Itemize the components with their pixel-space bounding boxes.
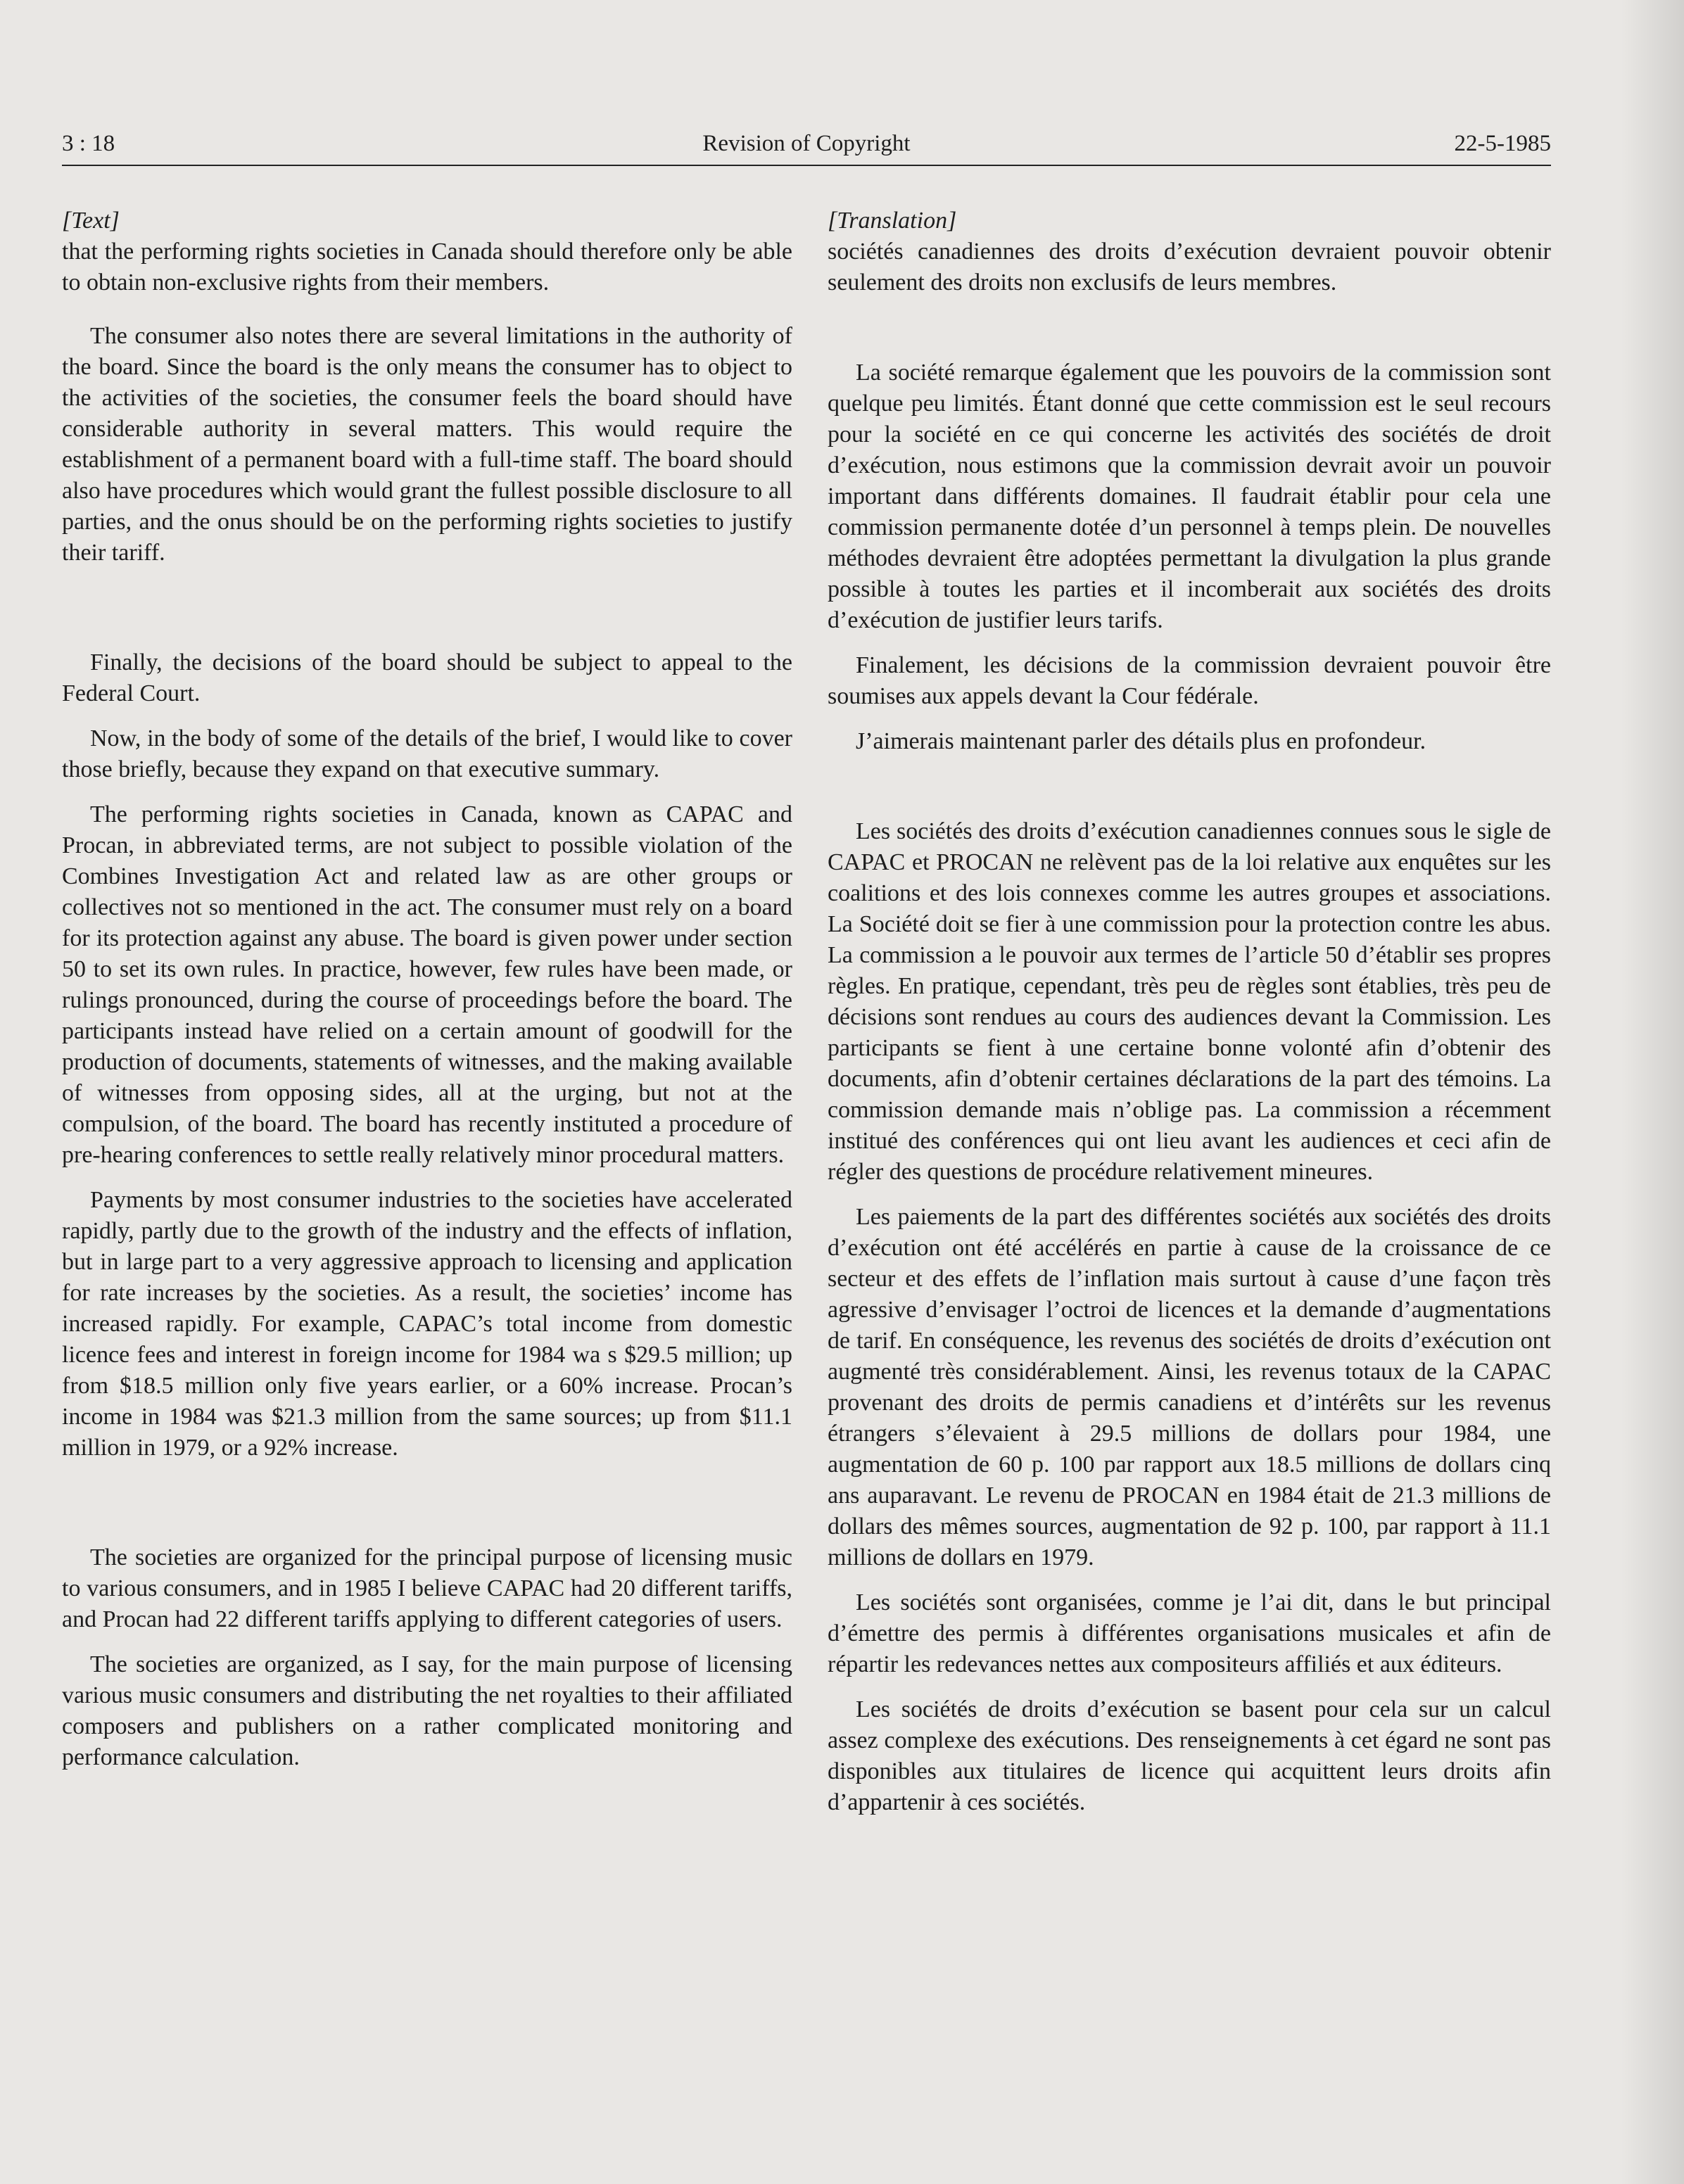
translation-label: [Translation] [828, 208, 957, 234]
page-header [62, 131, 1551, 166]
paragraph: The societies are organized, as I say, for the main purpose of licensing various music consumers and distributing the net royalties to their affiliated composers and publishers on a rather complicated monitoring and performance calculation. [62, 1651, 792, 1770]
text-label: [Text] [62, 208, 120, 234]
paragraph: The consumer also notes there are several limitations in the authority of the board. Since the board is the only means the consumer has to object to the activities of the societies, the consumer feels the board should have considerable authority in several matters. This would require the establishment of a permanent board with a full-time staff. The board should also have procedures which would grant the fullest possible disclosure to all parties, and the onus should be on the performing rights societies to justify their tariff. [62, 323, 792, 566]
header-title: Revision of Copyright [702, 131, 911, 156]
paragraph: Finalement, les décisions de la commission devraient pouvoir être soumises aux appels devant la Cour fédérale. [828, 652, 1551, 709]
paragraph: Les sociétés sont organisées, comme je l’ai dit, dans le but principal d’émettre des permis à différentes organisations musicales et afin de répartir les redevances nettes aux compositeurs affiliés et aux éditeurs. [828, 1589, 1551, 1677]
paragraph: The societies are organized for the principal purpose of licensing music to various consumers, and in 1985 I believe CAPAC had 20 different tariffs, and Procan had 22 different tariffs applying to different categories of users. [62, 1544, 792, 1632]
paragraph: Les paiements de la part des différentes sociétés aux sociétés des droits d’exécution ont été accélérés en partie à cause de la croissance de ce secteur et des effets de l’inflation mais surtout à cause d’une façon très agressive d’envisager l’octroi de licences et la demande d’augmentations de tarif. En conséquence, les revenus des sociétés de droits d’exécution ont augmenté très considérablement. Ainsi, les revenus totaux de la CAPAC provenant des droits de permis canadiens et d’intérêts sur les revenus étrangers s’élevaient à 29.5 millions de dollars pour 1984, une augmentation de 60 p. 100 par rapport aux 18.5 millions de dollars cinq ans auparavant. Le revenu de PROCAN en 1984 était de 21.3 millions de dollars des mêmes sources, augmentation de 92 p. 100, par rapport à 11.1 millions de dollars en 1979. [828, 1204, 1551, 1570]
paragraph: Now, in the body of some of the details of the brief, I would like to cover those briefly, because they expand on that executive summary. [62, 725, 792, 782]
paragraph: J’aimerais maintenant parler des détails plus en profondeur. [856, 728, 1426, 754]
paragraph: that the performing rights societies in Canada should therefore only be able to obtain non-exclusive rights from their members. [62, 239, 792, 296]
paragraph: sociétés canadiennes des droits d’exécution devraient pouvoir obtenir seulement des droits non exclusifs de leurs membres. [828, 239, 1551, 296]
english-text-column [62, 205, 792, 1787]
paragraph: Finally, the decisions of the board should be subject to appeal to the Federal Court. [62, 649, 792, 706]
paragraph: La société remarque également que les pouvoirs de la commission sont quelque peu limités. Étant donné que cette commission est le seul recours pour la société en ce qui concerne les activités des sociétés de droit d’exécution, nous estimons que la commission devrait avoir un pouvoir important dans différents domaines. Il faudrait établir pour cela une commission permanente dotée d’un personnel à temps plein. De nouvelles méthodes devraient être adoptées permettant la divulgation la plus grande possible à toutes les parties et il incomberait aux sociétés des droits d’exécution de justifier leurs tarifs. [828, 360, 1551, 633]
header-page-number: 3 : 18 [62, 131, 115, 156]
paragraph: Les sociétés de droits d’exécution se basent pour cela sur un calcul assez complexe des exécutions. Des renseignements à cet égard ne sont pas disponibles aux titulaires de licence qui acquittent leurs droits afin d’appartenir à ces sociétés. [828, 1696, 1551, 1815]
paragraph: Payments by most consumer industries to the societies have accelerated rapidly, partly due to the growth of the industry and the effects of inflation, but in large part to a very aggressive approach to licensing and application for rate increases by the societies. As a result, the societies’ income has increased rapidly. For example, CAPAC’s total income from domestic licence fees and interest in foreign income for 1984 wa s $29.5 million; up from $18.5 million only five years earlier, or a 60% increase. Procan’s income in 1984 was $21.3 million from the same sources; up from $11.1 million in 1979, or a 92% increase. [62, 1187, 792, 1461]
page-edge-shadow [1621, 0, 1684, 2184]
header-date: 22-5-1985 [1454, 131, 1551, 156]
french-translation-column [828, 205, 1551, 1832]
paragraph: The performing rights societies in Canada, known as CAPAC and Procan, in abbreviated terms, are not subject to possible violation of the Combines Investigation Act and related law as are other groups or collectives not so mentioned in the act. The consumer must rely on a board for its protection against any abuse. The board is given power under section 50 to set its own rules. In practice, however, few rules have been made, or rulings pronounced, during the course of proceedings before the board. The participants instead have relied on a certain amount of goodwill for the production of documents, statements of witnesses, and the making available of witnesses from opposing sides, all at the urging, but not at the compulsion, of the board. The board has recently instituted a procedure of pre-hearing conferences to settle really relatively minor procedural matters. [62, 801, 792, 1168]
paragraph: Les sociétés des droits d’exécution canadiennes connues sous le sigle de CAPAC et PROCAN ne relèvent pas de la loi relative aux enquêtes sur les coalitions et des lois connexes comme les autres groupes et associations. La Société doit se fier à une commission pour la protection contre les abus. La commission a le pouvoir aux termes de l’article 50 d’établir ses propres règles. En pratique, cependant, très peu de règles sont établies, très peu de décisions sont rendues au cours des audiences devant la Commission. Les participants se fient à une certaine bonne volonté afin d’obtenir des documents, afin d’obtenir certaines déclarations de la part des témoins. La commission demande mais n’oblige pas. La commission a récemment institué des conférences qui ont lieu avant les audiences et ceci afin de régler des questions de procédure relativement mineures. [828, 818, 1551, 1185]
